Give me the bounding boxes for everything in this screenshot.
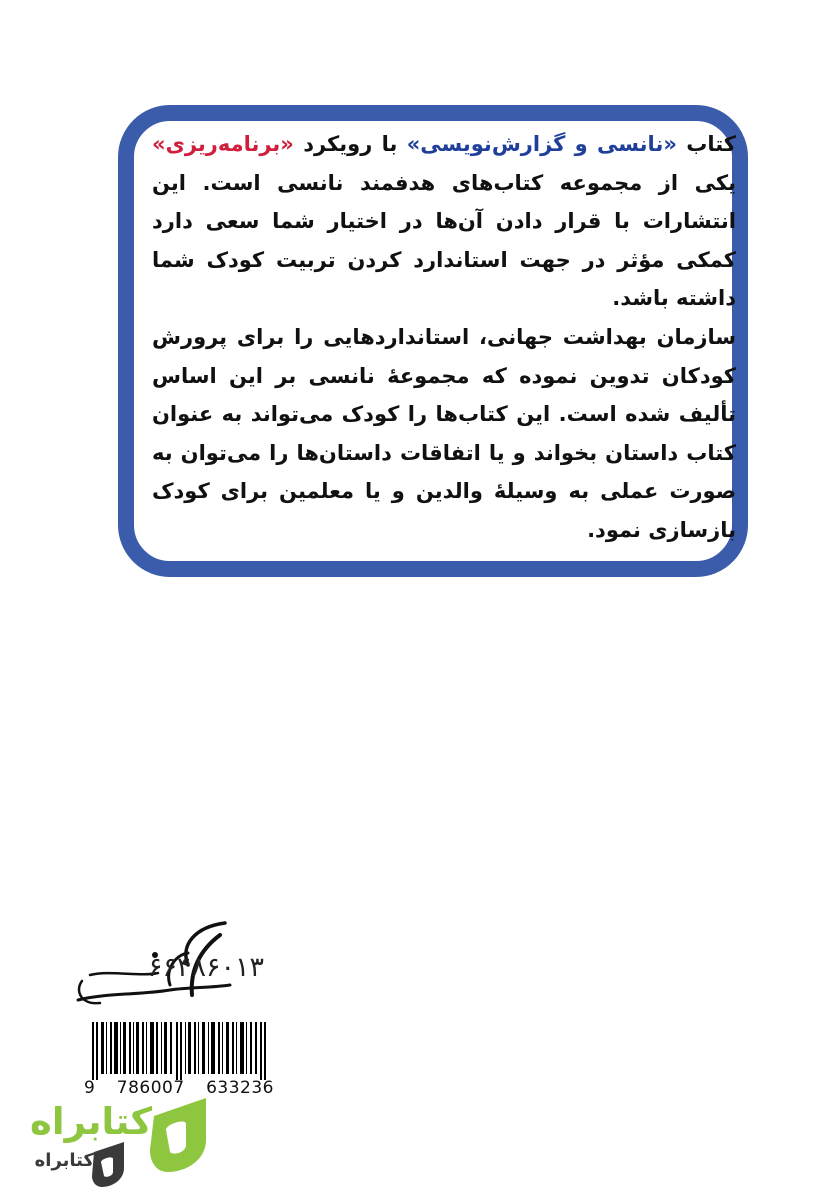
ketabrah-watermark-small: کتابراه: [34, 1150, 94, 1171]
blurb-paragraph-2: سازمان بهداشت جهانی، استانداردهایی را برای پرورش کودکان تدوین نموده که مجموعهٔ نانسی بر این اساس تألیف شده است. این کتاب‌ها را کودک می‌تواند به عنوان کتاب داستان بخواند و یا اتفاقات داستان‌ها را می‌توان به صورت عملی به وسیلهٔ والدین و یا معلمین برای کودک بازسازی نمود.: [152, 324, 736, 542]
isbn-digit-group: 9: [84, 1078, 96, 1098]
approach-title: «برنامه‌ریزی»: [152, 132, 294, 156]
isbn-digit-group: 786007: [116, 1078, 185, 1098]
ketabrah-watermark-large: کتابراه: [30, 1100, 152, 1143]
isbn-barcode: [84, 1022, 274, 1080]
back-cover-blurb: [152, 125, 736, 550]
isbn-digit-group: 633236: [206, 1078, 274, 1098]
publisher-phone: ۶۶۴۸۶۰۱۳: [148, 952, 265, 983]
blurb-text: با رویکرد: [293, 132, 407, 156]
blurb-paragraph-1: [152, 125, 736, 318]
blurb-text: یکی از مجموعه کتاب‌های هدفمند نانسی است. این انتشارات با قرار دادن آن‌ها در اختیار شما سعی دارد کمکی مؤثر در جهت استاندارد کردن تربیت کودک شما داشته باشد.: [152, 170, 736, 311]
blurb-text: کتاب: [676, 132, 737, 156]
series-title: «نانسی و گزارش‌نویسی»: [406, 132, 677, 156]
